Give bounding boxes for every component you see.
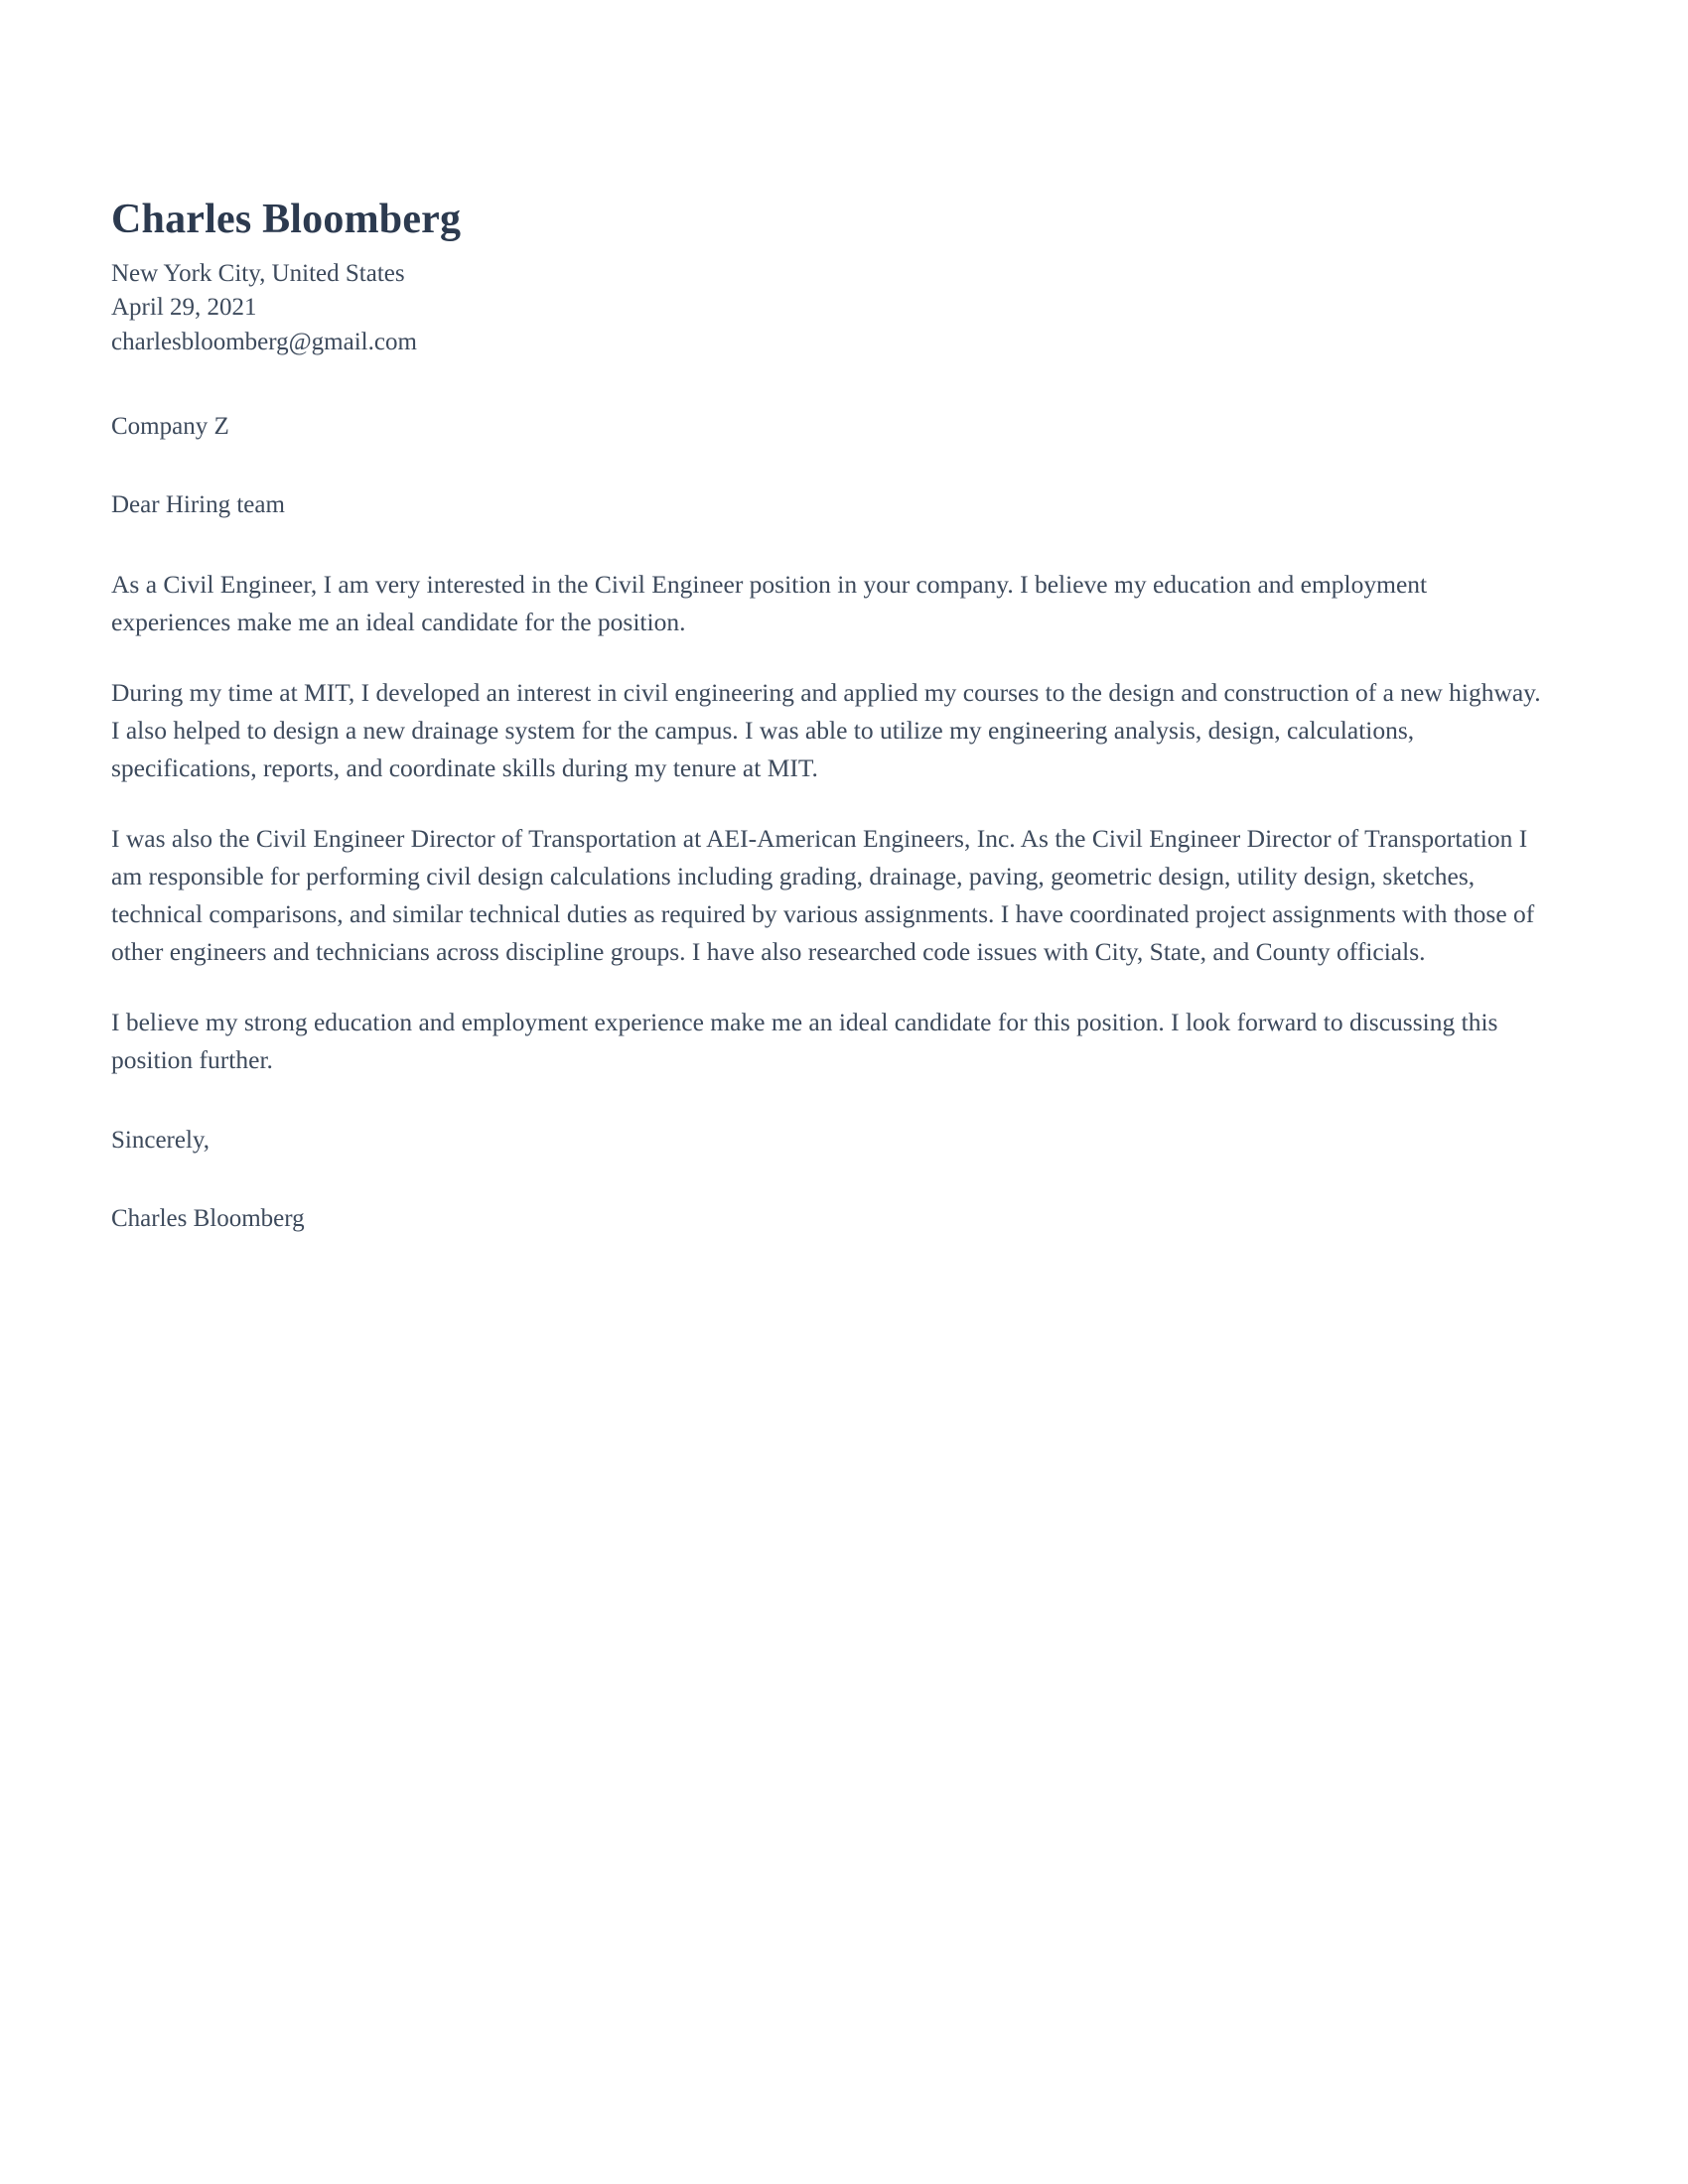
sender-email: charlesbloomberg@gmail.com (111, 328, 417, 355)
salutation: Dear Hiring team (111, 490, 285, 518)
closing-line: Sincerely, (111, 1126, 211, 1154)
spacer (111, 522, 1551, 566)
cover-letter-body (111, 197, 1551, 1236)
body-paragraph-2: During my time at MIT, I developed an interest in civil engineering and applied my courses to the design and construction of a new highway. I also helped to design a new drainage system for the campus. I was able to utilize my engineering analysis, design, calculations, specifications, reports, and coordinate skills during my tenure at MIT. (111, 677, 1541, 782)
body-paragraph-1: As a Civil Engineer, I am very interested in the Civil Engineer position in your company. I believe my education and employment experiences make me an ideal candidate for the position. (111, 569, 1428, 636)
spacer (111, 359, 1551, 409)
spacer (111, 444, 1551, 487)
spacer (111, 787, 1551, 820)
letter-date: April 29, 2021 (111, 294, 257, 322)
body-paragraph-4: I believe my strong education and employment experience make me an ideal candidate for this position. I look forward to discussing this position further. (111, 1007, 1498, 1074)
spacer (111, 971, 1551, 1004)
spacer (111, 1158, 1551, 1201)
body-paragraph-3: I was also the Civil Engineer Director of Transportation at AEI-American Engineers, Inc. As the Civil Engineer Director of Transportation I am responsible for performing civil design calculations including grading, drainage, paving, geometric design, utility design, sketches, technical comparisons, and similar technical duties as required by various assignments. I have coordinated project assignments with those of other engineers and technicians across discipline groups. I have also researched code issues with City, State, and County officials. (111, 823, 1535, 966)
sender-location: New York City, United States (111, 260, 405, 288)
spacer (111, 641, 1551, 674)
recipient-company: Company Z (111, 412, 229, 440)
signature-name: Charles Bloomberg (111, 1204, 305, 1232)
sender-contact-block (111, 257, 1551, 359)
sender-name: Charles Bloomberg (111, 197, 462, 242)
spacer (111, 1079, 1551, 1123)
